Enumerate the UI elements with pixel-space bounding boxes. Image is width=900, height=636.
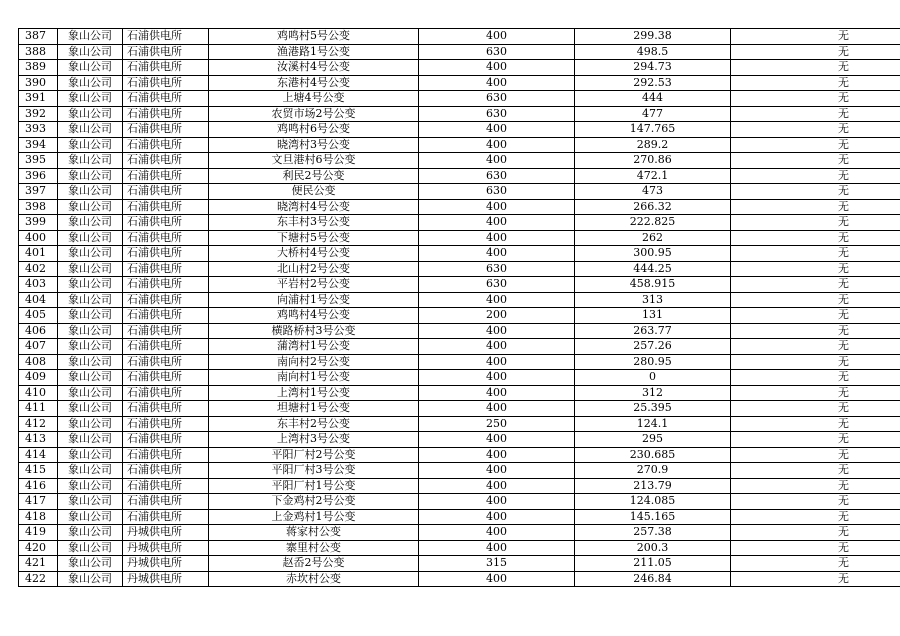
row-number-cell: 405 (19, 308, 58, 324)
power-station-cell: 石浦供电所 (123, 153, 209, 169)
capacity-cell: 630 (419, 44, 575, 60)
table-row (19, 168, 900, 184)
load-cell: 266.32 (575, 199, 731, 215)
load-cell: 280.95 (575, 354, 731, 370)
transformer-name-cell: 大桥村4号公变 (209, 246, 419, 262)
note-cell: 无 (731, 29, 900, 45)
row-number-cell: 404 (19, 292, 58, 308)
note-cell: 无 (731, 509, 900, 525)
row-number-cell: 412 (19, 416, 58, 432)
power-station-cell: 石浦供电所 (123, 370, 209, 386)
row-number-cell: 411 (19, 401, 58, 417)
load-cell: 270.86 (575, 153, 731, 169)
row-number-cell: 410 (19, 385, 58, 401)
company-cell: 象山公司 (58, 215, 123, 231)
note-cell: 无 (731, 323, 900, 339)
capacity-cell: 400 (419, 401, 575, 417)
power-station-cell: 石浦供电所 (123, 168, 209, 184)
row-number-cell: 414 (19, 447, 58, 463)
note-cell: 无 (731, 91, 900, 107)
row-number-cell: 398 (19, 199, 58, 215)
row-number-cell: 401 (19, 246, 58, 262)
table-row (19, 540, 900, 556)
load-cell: 124.1 (575, 416, 731, 432)
power-station-cell: 石浦供电所 (123, 339, 209, 355)
row-number-cell: 394 (19, 137, 58, 153)
transformer-name-cell: 南向村2号公变 (209, 354, 419, 370)
note-cell: 无 (731, 339, 900, 355)
company-cell: 象山公司 (58, 106, 123, 122)
company-cell: 象山公司 (58, 308, 123, 324)
note-cell: 无 (731, 137, 900, 153)
load-cell: 300.95 (575, 246, 731, 262)
company-cell: 象山公司 (58, 416, 123, 432)
company-cell: 象山公司 (58, 339, 123, 355)
power-station-cell: 石浦供电所 (123, 463, 209, 479)
transformer-name-cell: 农贸市场2号公变 (209, 106, 419, 122)
note-cell: 无 (731, 277, 900, 293)
company-cell: 象山公司 (58, 60, 123, 76)
power-station-cell: 石浦供电所 (123, 184, 209, 200)
capacity-cell: 400 (419, 122, 575, 138)
capacity-cell: 630 (419, 277, 575, 293)
table-row (19, 463, 900, 479)
load-cell: 262 (575, 230, 731, 246)
row-number-cell: 391 (19, 91, 58, 107)
capacity-cell: 400 (419, 463, 575, 479)
note-cell: 无 (731, 370, 900, 386)
table-row (19, 75, 900, 91)
company-cell: 象山公司 (58, 370, 123, 386)
company-cell: 象山公司 (58, 556, 123, 572)
company-cell: 象山公司 (58, 153, 123, 169)
capacity-cell: 400 (419, 385, 575, 401)
row-number-cell: 395 (19, 153, 58, 169)
capacity-cell: 630 (419, 106, 575, 122)
power-station-cell: 石浦供电所 (123, 401, 209, 417)
capacity-cell: 400 (419, 29, 575, 45)
transformer-name-cell: 下金鸡村2号公变 (209, 494, 419, 510)
load-cell: 294.73 (575, 60, 731, 76)
transformer-name-cell: 晓湾村4号公变 (209, 199, 419, 215)
capacity-cell: 400 (419, 246, 575, 262)
table-row (19, 509, 900, 525)
power-station-cell: 石浦供电所 (123, 416, 209, 432)
table-row (19, 478, 900, 494)
row-number-cell: 396 (19, 168, 58, 184)
transformer-name-cell: 鸡鸣村6号公变 (209, 122, 419, 138)
note-cell: 无 (731, 230, 900, 246)
power-station-cell: 石浦供电所 (123, 215, 209, 231)
note-cell: 无 (731, 75, 900, 91)
transformer-name-cell: 上湾村1号公变 (209, 385, 419, 401)
row-number-cell: 393 (19, 122, 58, 138)
power-station-cell: 石浦供电所 (123, 308, 209, 324)
power-station-cell: 石浦供电所 (123, 29, 209, 45)
row-number-cell: 420 (19, 540, 58, 556)
load-cell: 147.765 (575, 122, 731, 138)
note-cell: 无 (731, 44, 900, 60)
note-cell: 无 (731, 463, 900, 479)
transformer-name-cell: 坦塘村1号公变 (209, 401, 419, 417)
load-cell: 124.085 (575, 494, 731, 510)
power-station-cell: 石浦供电所 (123, 91, 209, 107)
load-cell: 444.25 (575, 261, 731, 277)
row-number-cell: 388 (19, 44, 58, 60)
power-station-cell: 石浦供电所 (123, 432, 209, 448)
note-cell: 无 (731, 106, 900, 122)
row-number-cell: 409 (19, 370, 58, 386)
capacity-cell: 400 (419, 153, 575, 169)
power-station-cell: 石浦供电所 (123, 494, 209, 510)
company-cell: 象山公司 (58, 525, 123, 541)
note-cell: 无 (731, 540, 900, 556)
note-cell: 无 (731, 261, 900, 277)
load-cell: 131 (575, 308, 731, 324)
capacity-cell: 400 (419, 199, 575, 215)
note-cell: 无 (731, 385, 900, 401)
note-cell: 无 (731, 308, 900, 324)
transformer-name-cell: 寨里村公变 (209, 540, 419, 556)
company-cell: 象山公司 (58, 401, 123, 417)
row-number-cell: 418 (19, 509, 58, 525)
row-number-cell: 387 (19, 29, 58, 45)
row-number-cell: 407 (19, 339, 58, 355)
transformer-name-cell: 平阳厂村2号公变 (209, 447, 419, 463)
transformer-name-cell: 下塘村5号公变 (209, 230, 419, 246)
capacity-cell: 250 (419, 416, 575, 432)
power-station-cell: 石浦供电所 (123, 385, 209, 401)
load-cell: 0 (575, 370, 731, 386)
row-number-cell: 390 (19, 75, 58, 91)
note-cell: 无 (731, 292, 900, 308)
transformer-name-cell: 平阳厂村1号公变 (209, 478, 419, 494)
company-cell: 象山公司 (58, 199, 123, 215)
capacity-cell: 400 (419, 339, 575, 355)
row-number-cell: 402 (19, 261, 58, 277)
power-station-cell: 丹城供电所 (123, 556, 209, 572)
power-station-cell: 丹城供电所 (123, 525, 209, 541)
company-cell: 象山公司 (58, 168, 123, 184)
table-row (19, 246, 900, 262)
table-row (19, 44, 900, 60)
capacity-cell: 630 (419, 91, 575, 107)
transformer-name-cell: 文旦港村6号公变 (209, 153, 419, 169)
capacity-cell: 630 (419, 261, 575, 277)
power-station-cell: 石浦供电所 (123, 478, 209, 494)
capacity-cell: 315 (419, 556, 575, 572)
company-cell: 象山公司 (58, 494, 123, 510)
table-row (19, 60, 900, 76)
company-cell: 象山公司 (58, 385, 123, 401)
load-cell: 289.2 (575, 137, 731, 153)
load-cell: 498.5 (575, 44, 731, 60)
company-cell: 象山公司 (58, 447, 123, 463)
load-cell: 458.915 (575, 277, 731, 293)
row-number-cell: 397 (19, 184, 58, 200)
transformer-name-cell: 鸡鸣村4号公变 (209, 308, 419, 324)
transformer-name-cell: 利民2号公变 (209, 168, 419, 184)
capacity-cell: 630 (419, 168, 575, 184)
transformer-name-cell: 鸡鸣村5号公变 (209, 29, 419, 45)
note-cell: 无 (731, 478, 900, 494)
power-station-cell: 石浦供电所 (123, 137, 209, 153)
transformer-name-cell: 晓湾村3号公变 (209, 137, 419, 153)
company-cell: 象山公司 (58, 478, 123, 494)
capacity-cell: 630 (419, 184, 575, 200)
company-cell: 象山公司 (58, 292, 123, 308)
note-cell: 无 (731, 246, 900, 262)
capacity-cell: 400 (419, 478, 575, 494)
capacity-cell: 400 (419, 525, 575, 541)
power-station-cell: 石浦供电所 (123, 447, 209, 463)
row-number-cell: 419 (19, 525, 58, 541)
load-cell: 313 (575, 292, 731, 308)
capacity-cell: 400 (419, 432, 575, 448)
power-station-cell: 石浦供电所 (123, 230, 209, 246)
power-station-cell: 石浦供电所 (123, 246, 209, 262)
company-cell: 象山公司 (58, 509, 123, 525)
transformer-name-cell: 汝溪村4号公变 (209, 60, 419, 76)
table-row (19, 106, 900, 122)
capacity-cell: 400 (419, 230, 575, 246)
power-station-cell: 石浦供电所 (123, 261, 209, 277)
table-row (19, 308, 900, 324)
capacity-cell: 400 (419, 215, 575, 231)
company-cell: 象山公司 (58, 29, 123, 45)
company-cell: 象山公司 (58, 230, 123, 246)
table-row (19, 494, 900, 510)
table-row (19, 184, 900, 200)
transformer-name-cell: 赵岙2号公变 (209, 556, 419, 572)
company-cell: 象山公司 (58, 261, 123, 277)
capacity-cell: 400 (419, 292, 575, 308)
capacity-cell: 400 (419, 370, 575, 386)
row-number-cell: 399 (19, 215, 58, 231)
row-number-cell: 406 (19, 323, 58, 339)
note-cell: 无 (731, 215, 900, 231)
power-station-cell: 石浦供电所 (123, 60, 209, 76)
row-number-cell: 389 (19, 60, 58, 76)
power-station-cell: 石浦供电所 (123, 75, 209, 91)
row-number-cell: 413 (19, 432, 58, 448)
row-number-cell: 403 (19, 277, 58, 293)
company-cell: 象山公司 (58, 137, 123, 153)
company-cell: 象山公司 (58, 91, 123, 107)
power-station-cell: 石浦供电所 (123, 122, 209, 138)
transformer-name-cell: 上湾村3号公变 (209, 432, 419, 448)
power-station-cell: 丹城供电所 (123, 540, 209, 556)
capacity-cell: 400 (419, 137, 575, 153)
note-cell: 无 (731, 354, 900, 370)
load-cell: 477 (575, 106, 731, 122)
note-cell: 无 (731, 199, 900, 215)
transformer-name-cell: 东丰村3号公变 (209, 215, 419, 231)
table-row (19, 416, 900, 432)
note-cell: 无 (731, 571, 900, 587)
company-cell: 象山公司 (58, 75, 123, 91)
power-station-cell: 石浦供电所 (123, 277, 209, 293)
company-cell: 象山公司 (58, 277, 123, 293)
transformer-name-cell: 蒋家村公变 (209, 525, 419, 541)
row-number-cell: 415 (19, 463, 58, 479)
row-number-cell: 421 (19, 556, 58, 572)
load-cell: 222.825 (575, 215, 731, 231)
row-number-cell: 416 (19, 478, 58, 494)
table-body (19, 29, 900, 587)
company-cell: 象山公司 (58, 432, 123, 448)
table-row (19, 339, 900, 355)
load-cell: 145.165 (575, 509, 731, 525)
transformer-load-table (18, 28, 900, 587)
capacity-cell: 400 (419, 447, 575, 463)
transformer-name-cell: 向浦村1号公变 (209, 292, 419, 308)
load-cell: 257.38 (575, 525, 731, 541)
power-station-cell: 石浦供电所 (123, 44, 209, 60)
table-row (19, 385, 900, 401)
transformer-name-cell: 渔港路1号公变 (209, 44, 419, 60)
load-cell: 211.05 (575, 556, 731, 572)
transformer-name-cell: 平岩村2号公变 (209, 277, 419, 293)
table-row (19, 292, 900, 308)
note-cell: 无 (731, 556, 900, 572)
company-cell: 象山公司 (58, 540, 123, 556)
capacity-cell: 400 (419, 323, 575, 339)
load-cell: 270.9 (575, 463, 731, 479)
capacity-cell: 400 (419, 60, 575, 76)
note-cell: 无 (731, 416, 900, 432)
capacity-cell: 400 (419, 354, 575, 370)
note-cell: 无 (731, 494, 900, 510)
table-row (19, 29, 900, 45)
table-row (19, 370, 900, 386)
transformer-name-cell: 赤坎村公变 (209, 571, 419, 587)
load-cell: 257.26 (575, 339, 731, 355)
note-cell: 无 (731, 525, 900, 541)
note-cell: 无 (731, 60, 900, 76)
table-row (19, 571, 900, 587)
load-cell: 472.1 (575, 168, 731, 184)
table-row (19, 153, 900, 169)
note-cell: 无 (731, 401, 900, 417)
transformer-name-cell: 上塘4号公变 (209, 91, 419, 107)
capacity-cell: 200 (419, 308, 575, 324)
power-station-cell: 石浦供电所 (123, 509, 209, 525)
capacity-cell: 400 (419, 540, 575, 556)
capacity-cell: 400 (419, 75, 575, 91)
table-row (19, 277, 900, 293)
power-station-cell: 丹城供电所 (123, 571, 209, 587)
company-cell: 象山公司 (58, 246, 123, 262)
load-cell: 312 (575, 385, 731, 401)
power-station-cell: 石浦供电所 (123, 323, 209, 339)
load-cell: 292.53 (575, 75, 731, 91)
load-cell: 263.77 (575, 323, 731, 339)
note-cell: 无 (731, 168, 900, 184)
table-row (19, 91, 900, 107)
transformer-name-cell: 蒲湾村1号公变 (209, 339, 419, 355)
row-number-cell: 417 (19, 494, 58, 510)
load-cell: 230.685 (575, 447, 731, 463)
company-cell: 象山公司 (58, 323, 123, 339)
table-row (19, 122, 900, 138)
load-cell: 473 (575, 184, 731, 200)
load-cell: 213.79 (575, 478, 731, 494)
note-cell: 无 (731, 432, 900, 448)
company-cell: 象山公司 (58, 354, 123, 370)
table-row (19, 261, 900, 277)
transformer-name-cell: 平阳厂村3号公变 (209, 463, 419, 479)
transformer-name-cell: 东港村4号公变 (209, 75, 419, 91)
table-row (19, 230, 900, 246)
power-station-cell: 石浦供电所 (123, 292, 209, 308)
note-cell: 无 (731, 447, 900, 463)
power-station-cell: 石浦供电所 (123, 354, 209, 370)
load-cell: 200.3 (575, 540, 731, 556)
table-row (19, 137, 900, 153)
table-row (19, 525, 900, 541)
row-number-cell: 408 (19, 354, 58, 370)
company-cell: 象山公司 (58, 463, 123, 479)
row-number-cell: 422 (19, 571, 58, 587)
company-cell: 象山公司 (58, 571, 123, 587)
note-cell: 无 (731, 122, 900, 138)
company-cell: 象山公司 (58, 44, 123, 60)
table-row (19, 432, 900, 448)
row-number-cell: 400 (19, 230, 58, 246)
table-row (19, 556, 900, 572)
transformer-name-cell: 北山村2号公变 (209, 261, 419, 277)
power-station-cell: 石浦供电所 (123, 106, 209, 122)
note-cell: 无 (731, 184, 900, 200)
load-cell: 246.84 (575, 571, 731, 587)
table-row (19, 401, 900, 417)
power-station-cell: 石浦供电所 (123, 199, 209, 215)
company-cell: 象山公司 (58, 122, 123, 138)
load-cell: 444 (575, 91, 731, 107)
capacity-cell: 400 (419, 571, 575, 587)
company-cell: 象山公司 (58, 184, 123, 200)
table-row (19, 215, 900, 231)
table-row (19, 354, 900, 370)
capacity-cell: 400 (419, 509, 575, 525)
load-cell: 25.395 (575, 401, 731, 417)
load-cell: 295 (575, 432, 731, 448)
load-cell: 299.38 (575, 29, 731, 45)
capacity-cell: 400 (419, 494, 575, 510)
note-cell: 无 (731, 153, 900, 169)
table-row (19, 323, 900, 339)
transformer-name-cell: 南向村1号公变 (209, 370, 419, 386)
transformer-name-cell: 上金鸡村1号公变 (209, 509, 419, 525)
transformer-name-cell: 横路桥村3号公变 (209, 323, 419, 339)
row-number-cell: 392 (19, 106, 58, 122)
transformer-name-cell: 东丰村2号公变 (209, 416, 419, 432)
table-row (19, 447, 900, 463)
table-row (19, 199, 900, 215)
transformer-name-cell: 便民公变 (209, 184, 419, 200)
